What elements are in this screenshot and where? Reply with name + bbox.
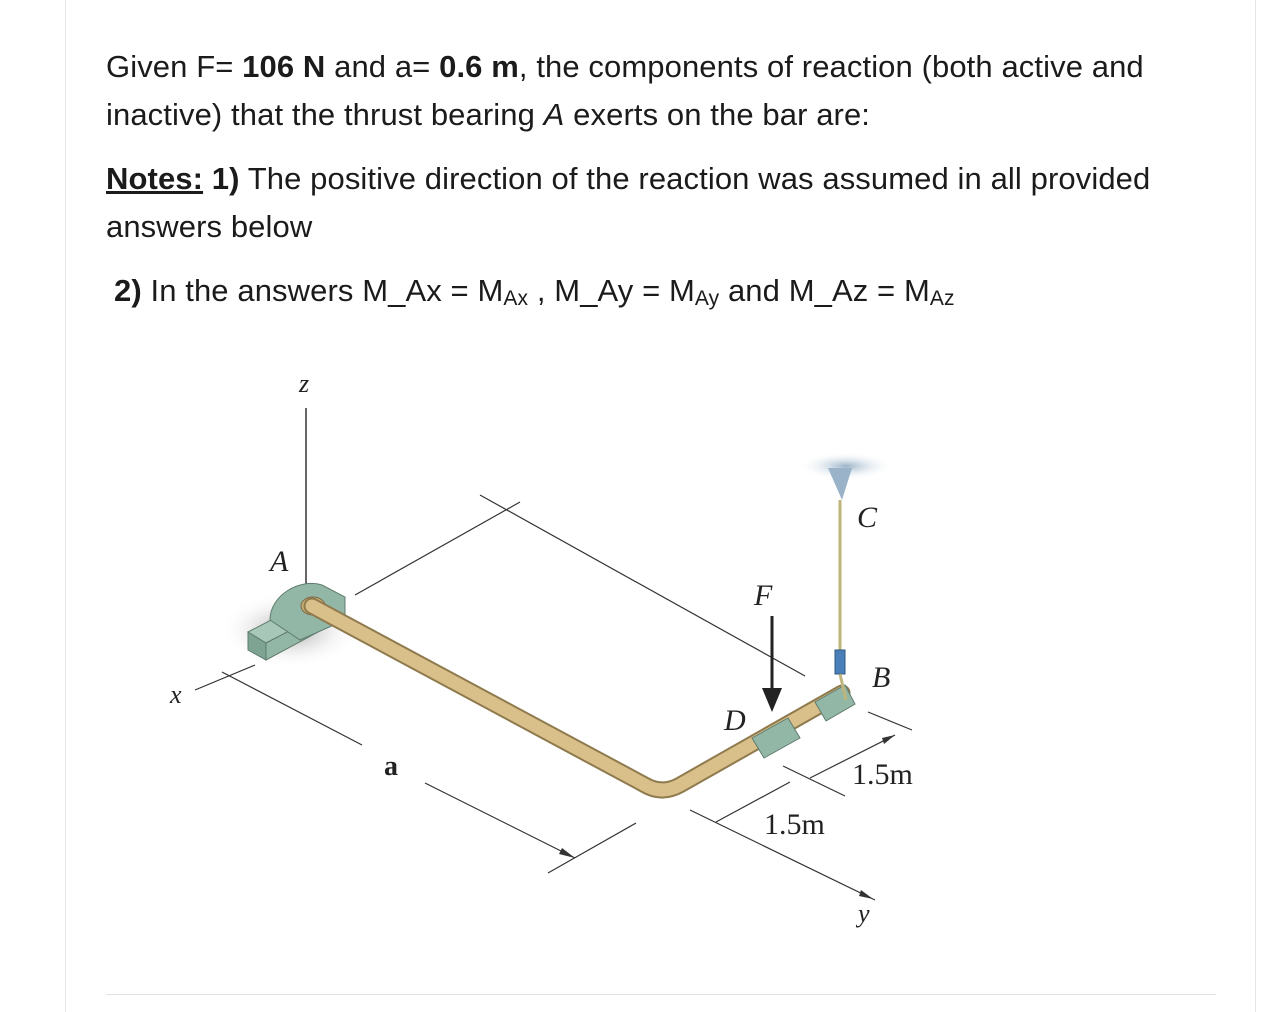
force-f-arrowhead: [762, 688, 782, 712]
cable-turnbuckle: [835, 650, 845, 674]
axis-x-label: x: [170, 680, 182, 709]
point-b-label: B: [872, 661, 891, 694]
axis-z-label: z: [299, 369, 310, 398]
dim-1-5-line-d: [868, 712, 912, 730]
dim-arrow-right: [882, 735, 895, 744]
bottom-divider: [106, 994, 1216, 995]
note-2: 2) In the answers M_Ax = MAx , M_Ay = MAy and M_Az = MAz: [114, 273, 955, 310]
notes-heading: Notes:: [106, 161, 204, 196]
point-a-label: A: [270, 545, 289, 578]
dim-a-label: a: [384, 751, 398, 782]
x-axis-line: [195, 665, 255, 690]
axis-y-label: y: [858, 899, 870, 928]
dim-a-arrow: [559, 848, 575, 858]
dim-a-line-2: [425, 783, 575, 858]
force-f-label: F: [754, 579, 773, 612]
length-value: 0.6 m: [439, 49, 519, 84]
dim-a-extension: [548, 823, 636, 873]
question-paragraph: Given F= 106 N and a= 0.6 m, the components of reaction (both active and inactive) that the thrust bearing A exerts on the bar are:: [106, 49, 1144, 132]
dim-1-5-line-b: [783, 766, 845, 796]
bearing-label: A: [543, 97, 565, 132]
point-d-label: D: [724, 704, 746, 737]
force-value: 106 N: [242, 49, 326, 84]
cable-anchor: [828, 468, 852, 500]
dim-1-5m-lower: 1.5m: [764, 808, 825, 841]
point-c-label: C: [857, 501, 878, 534]
dim-a-line-1: [222, 672, 362, 745]
dim-1-5m-right: 1.5m: [852, 758, 913, 791]
y-axis-arrow: [859, 890, 873, 899]
guide-line-top: [355, 502, 520, 595]
note-1: Notes: 1) The positive direction of the reaction was assumed in all provided answers below: [106, 161, 1151, 244]
